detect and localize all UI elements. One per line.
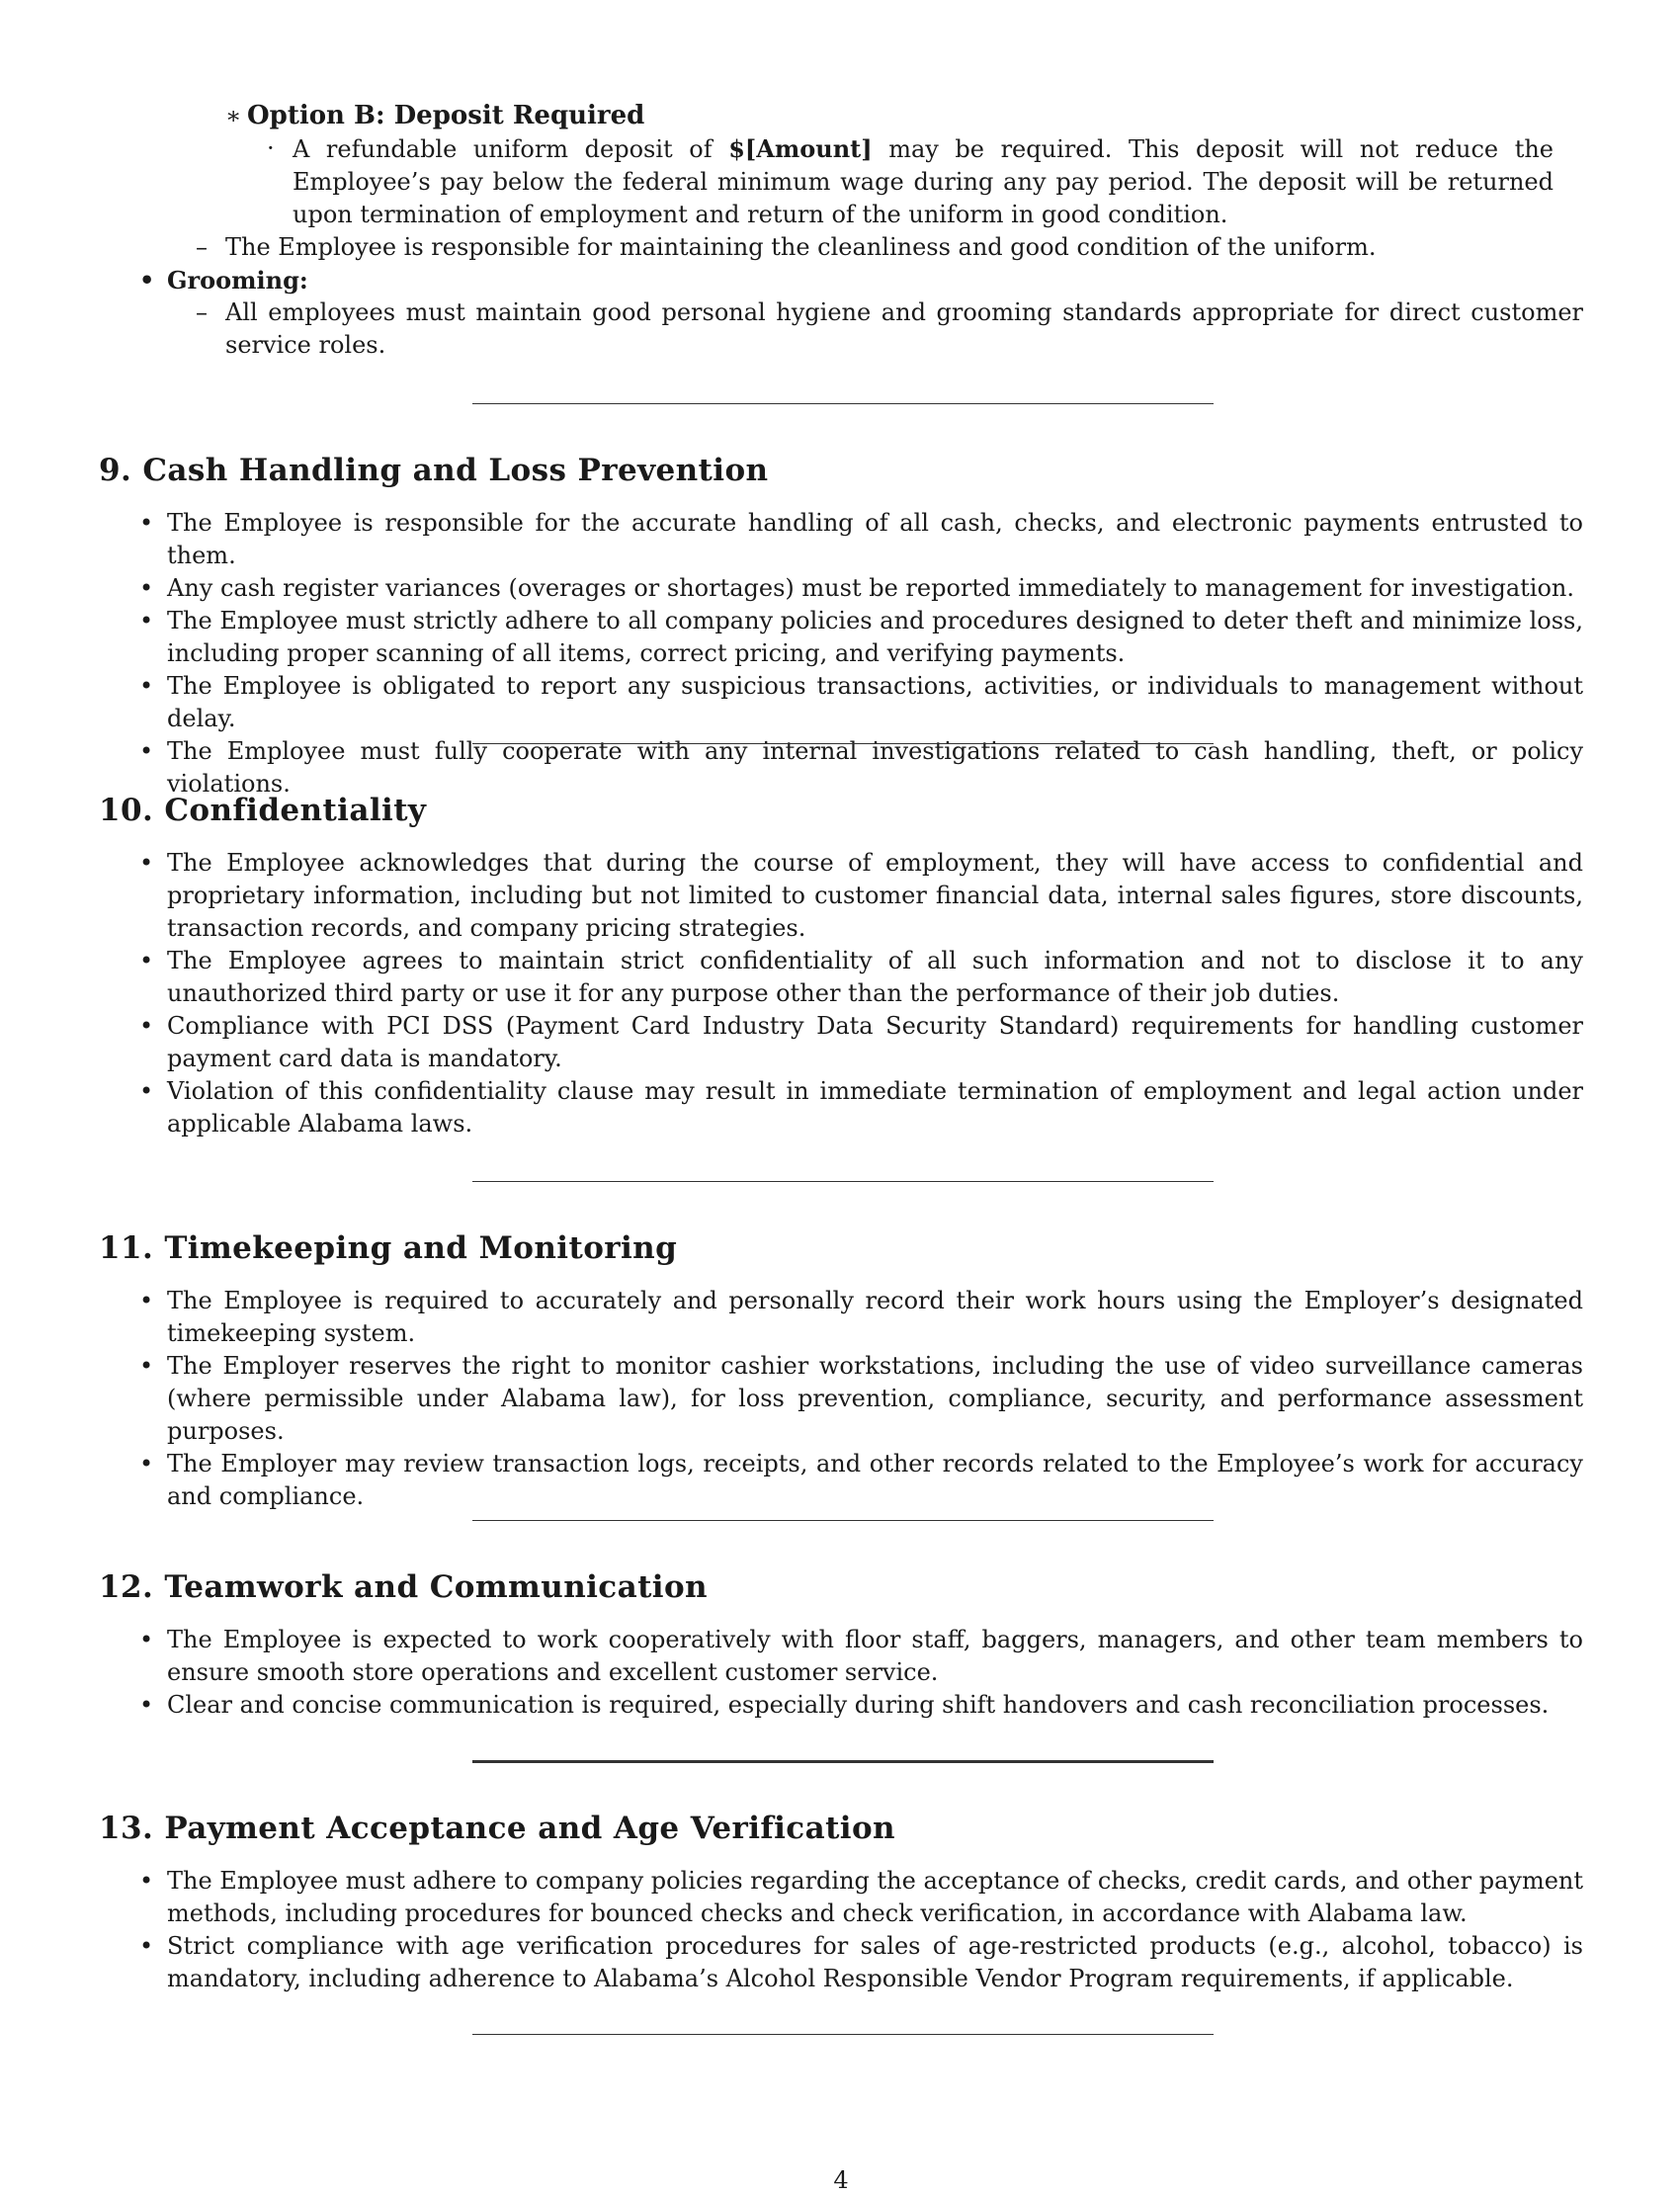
option-b-title: Option B: Deposit Required xyxy=(247,101,645,130)
option-b-block xyxy=(225,100,1583,231)
section-11-list xyxy=(99,1285,1583,1513)
section-11-title: 11. Timekeeping and Monitoring xyxy=(99,1230,678,1266)
grooming-text: All employees must maintain good personal hygiene and grooming standards appropriate for direct customer service roles. xyxy=(225,298,1583,359)
document-page xyxy=(99,0,1584,2194)
section-13-list xyxy=(99,1865,1583,1995)
section-divider xyxy=(472,1760,1214,1763)
section-9-title: 9. Cash Handling and Loss Prevention xyxy=(99,453,769,488)
section-13-title: 13. Payment Acceptance and Age Verification xyxy=(99,1811,895,1846)
list-item: • Any cash register variances (overages or shortages) must be reported immediately to management for investigation. xyxy=(167,572,1583,605)
section-9-list xyxy=(99,507,1583,801)
option-b-marker: ∗ xyxy=(225,102,242,129)
list-item: • Violation of this confidentiality clause may result in immediate termination of employment and legal action under applicable Alabama laws. xyxy=(167,1075,1583,1140)
section-divider xyxy=(472,743,1214,744)
uniform-grooming-block xyxy=(99,231,1583,362)
page-number: 4 xyxy=(833,2166,849,2194)
list-item: • Clear and concise communication is required, especially during shift handovers and cash reconciliation processes. xyxy=(167,1689,1583,1722)
list-item: • The Employee acknowledges that during the course of employment, they will have access to confidential and proprietary information, including but not limited to customer financial data, internal sales figures, store discounts, transaction records, and company pricing strategies. xyxy=(167,847,1583,945)
option-b-text xyxy=(267,132,1554,231)
grooming-label: • Grooming: xyxy=(167,264,1583,296)
list-item: • The Employer reserves the right to monitor cashier workstations, including the use of video surveillance cameras (where permissible under Alabama law), for loss prevention, compliance, security, and performance assessment purposes. xyxy=(167,1350,1583,1448)
list-item: • The Employee is responsible for the accurate handling of all cash, checks, and electronic payments entrusted to them. xyxy=(167,507,1583,572)
section-12-title: 12. Teamwork and Communication xyxy=(99,1569,708,1605)
list-item: • The Employee must adhere to company policies regarding the acceptance of checks, credit cards, and other payment methods, including procedures for bounced checks and check verification, in accordance with Alabama law. xyxy=(167,1865,1583,1930)
dash-marker: – xyxy=(196,233,208,261)
uniform-care-text: The Employee is responsible for maintaining the cleanliness and good condition of the uniform. xyxy=(225,233,1377,261)
section-10-list xyxy=(99,847,1583,1140)
list-item: • Compliance with PCI DSS (Payment Card Industry Data Security Standard) requirements for handling customer payment card data is mandatory. xyxy=(167,1010,1583,1075)
option-b-dot: · xyxy=(267,134,275,162)
option-b-text-pre: A refundable uniform deposit of xyxy=(293,135,729,163)
list-item: • The Employee must fully cooperate with any internal investigations related to cash handling, theft, or policy violations. xyxy=(167,735,1583,801)
option-b-text-post: may be required. This deposit will not reduce the Employee’s pay below the federal minimum wage during any pay period. The deposit will be returned upon termination of employment and return of the uniform in good condition. xyxy=(293,135,1554,228)
section-divider xyxy=(472,1520,1214,1521)
section-10-title: 10. Confidentiality xyxy=(99,793,427,828)
section-divider xyxy=(472,1181,1214,1182)
list-item: • The Employee agrees to maintain strict confidentiality of all such information and not to disclose it to any unauthorized third party or use it for any purpose other than the performance of their job duties. xyxy=(167,945,1583,1010)
section-divider xyxy=(472,403,1214,404)
list-item: • The Employee is expected to work cooperatively with floor staff, baggers, managers, and other team members to ensure smooth store operations and excellent customer service. xyxy=(167,1624,1583,1689)
grooming-item xyxy=(196,296,1583,362)
section-12-list xyxy=(99,1624,1583,1722)
section-divider xyxy=(472,2034,1214,2035)
dash-marker: – xyxy=(196,298,208,326)
list-item: • The Employer may review transaction logs, receipts, and other records related to the Employee’s work for accuracy and compliance. xyxy=(167,1448,1583,1513)
list-item: • The Employee must strictly adhere to all company policies and procedures designed to deter theft and minimize loss, including proper scanning of all items, correct pricing, and verifying payments. xyxy=(167,605,1583,670)
list-item: • The Employee is required to accurately and personally record their work hours using the Employer’s designated timekeeping system. xyxy=(167,1285,1583,1350)
list-item: • Strict compliance with age verification procedures for sales of age-restricted products (e.g., alcohol, tobacco) is mandatory, including adherence to Alabama’s Alcohol Responsible Vendor Program requirements, if applicable. xyxy=(167,1930,1583,1995)
uniform-care-item xyxy=(196,231,1583,264)
list-item: • The Employee is obligated to report any suspicious transactions, activities, or individuals to management without delay. xyxy=(167,670,1583,735)
option-b-amount: $[Amount] xyxy=(728,134,873,163)
